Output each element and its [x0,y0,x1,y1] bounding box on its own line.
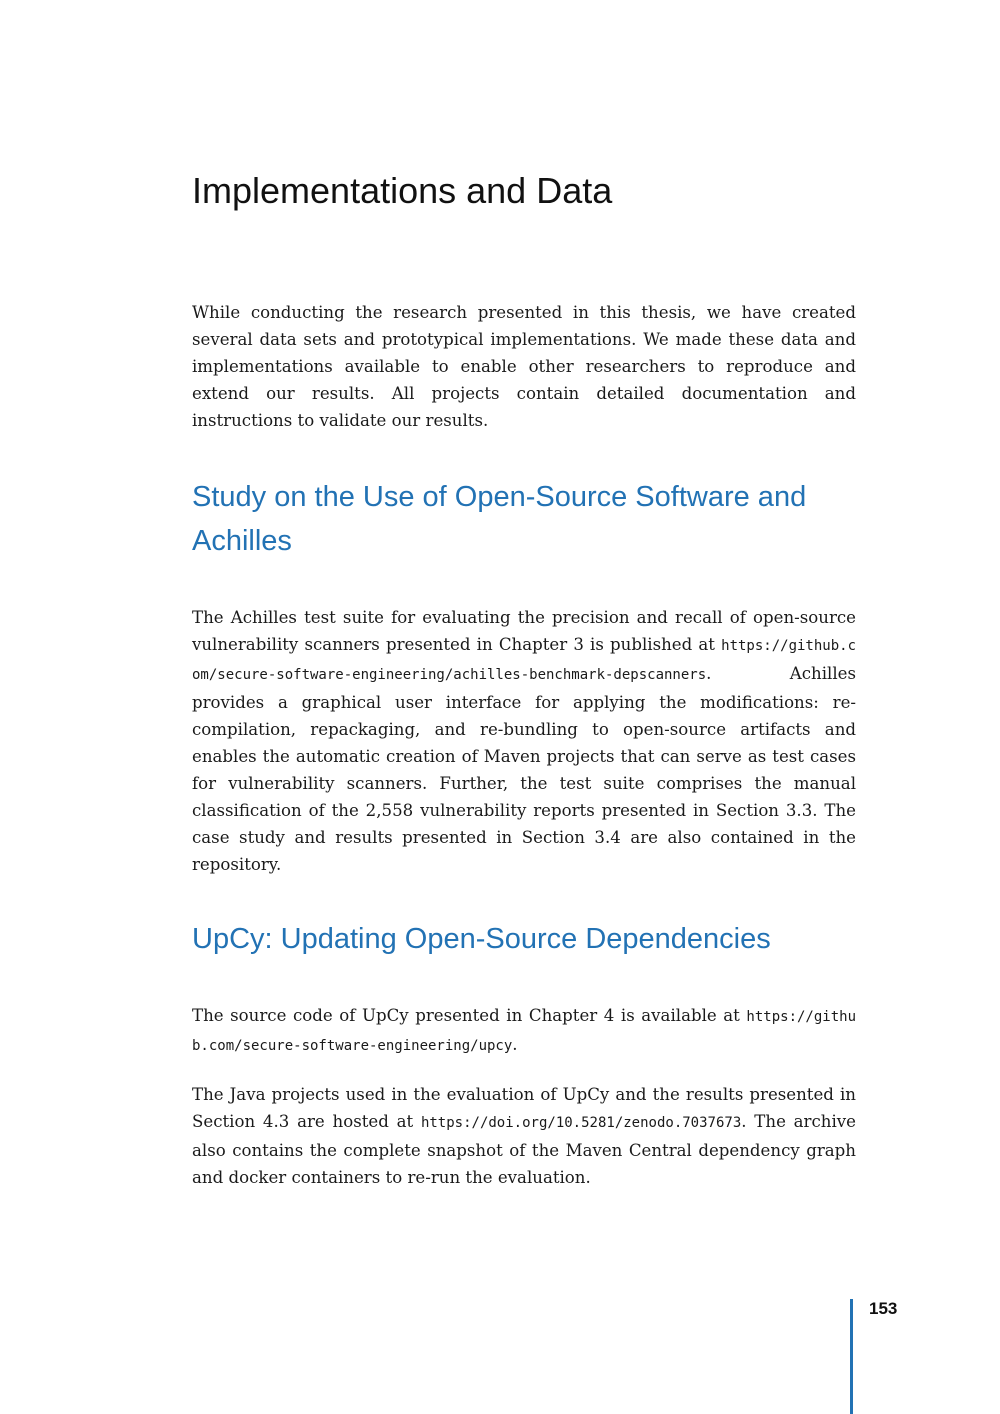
intro-paragraph: While conducting the research presented in this thesis, we have created several data sets and prototypical implementations. We made these data and implementations available to enable other researchers to reproduce and extend our results. All projects contain detailed documentation and instructions to validate our results. [192,303,856,430]
chapter-title: Implementations and Data [192,170,613,211]
repository-url[interactable]: https://github.com/secure-software-engineering/achilles-benchmark-depscanners [192,638,856,683]
page-number-rule [850,1299,853,1414]
upcy-data-paragraph [192,1081,856,1191]
achilles-paragraph [192,604,856,878]
paragraph-text: . Achilles provides a graphical user interface for applying the modifications: re-compilation, repackaging, and re-bundling to open-source artifacts and enables the automatic creation of Maven projects that can serve as test cases for vulnerability scanners. Further, the test suite comprises the manual classification of the 2,558 vulnerability reports presented in Section 3.3. The case study and results presented in Section 3.4 are also contained in the repository. [192,664,856,874]
repository-url[interactable]: https://github.com/secure-software-engineering/upcy [192,1009,856,1054]
doi-url[interactable]: https://doi.org/10.5281/zenodo.7037673 [420,1115,742,1131]
paragraph-text: . The archive also contains the complete snapshot of the Maven Central dependency graph and docker containers to re-run the evaluation. [192,1112,856,1187]
paragraph-text: The Java projects used in the evaluation of UpCy and the results presented in Section 4.3 are hosted at [192,1085,856,1131]
page-number: 153 [869,1299,898,1318]
paragraph-text: The source code of UpCy presented in Chapter 4 is available at [192,1006,747,1025]
section-title-achilles: Study on the Use of Open-Source Software and Achilles [192,481,807,557]
upcy-source-paragraph [192,1002,856,1060]
section-title-upcy: UpCy: Updating Open-Source Dependencies [192,923,771,955]
paragraph-text: The Achilles test suite for evaluating the precision and recall of open-source vulnerability scanners presented in Chapter 3 is published at [192,608,856,654]
paragraph-text: . [512,1035,518,1054]
